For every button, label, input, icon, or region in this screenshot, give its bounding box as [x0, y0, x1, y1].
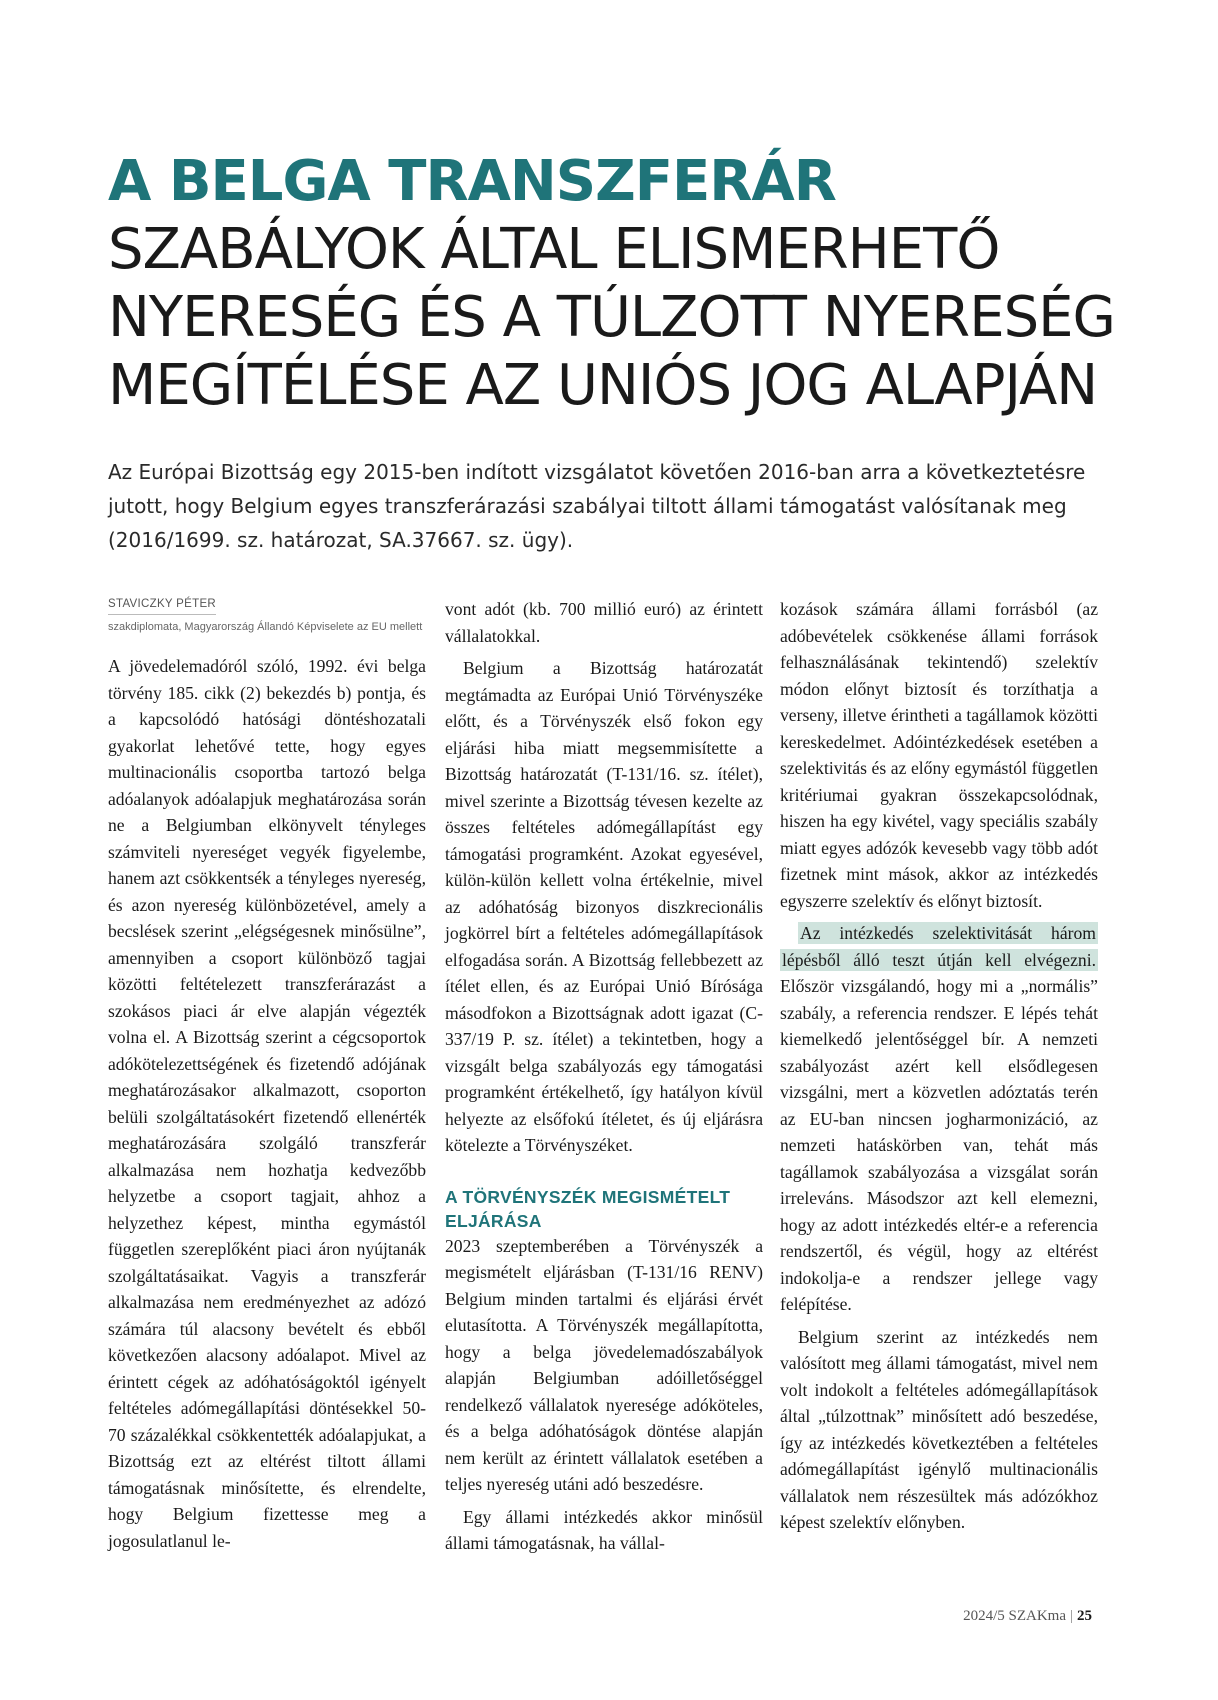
column-2 — [445, 596, 763, 1557]
column-3 — [780, 596, 1098, 1536]
article-lead: Az Európai Bizottság egy 2015-ben indított vizsgálatot követően 2016-ban arra a következtetésre jutott, hogy Belgium egyes transzferárazási szabályai tiltott állami támogatást valósítanak meg (2016/1699. sz. határozat, SA.37667. sz. ügy). — [108, 460, 1086, 552]
paragraph: Egy állami intézkedés akkor minősül állami támogatásnak, ha vállal- — [445, 1506, 763, 1553]
paragraph: vont adót (kb. 700 millió euró) az érintett vállalatokkal. — [445, 599, 763, 646]
paragraph — [780, 920, 1098, 1318]
page-number: 25 — [1077, 1608, 1092, 1624]
paragraph: Belgium a Bizottság határozatát megtámadta az Európai Unió Törvényszéke előtt, és a Törvényszék első fokon egy eljárási hiba miatt megsemmisítette a Bizottság határozatát (T-131/16. sz. ítélet), mivel szerinte a Bizottság tévesen kezelte az összes feltételes adómegállapítást egy támogatási programként. Azokat egyesével, külön-külön kellett volna értékelnie, mivel az adóhatóság bizonyos diszkrecionális jogkörrel bírt a feltételes adómegállapítások elfogadása során. A Bizottság fellebbezett az ítélet ellen, és az Európai Unió Bírósága másodfokon a Bizottságnak adott igazat (C-337/19 P. sz. ítélet) a tekintetben, hogy a vizsgált belga szabályozás egy támogatási programként értékelhető, így hatályon kívül helyezte az elsőfokú ítéletet, és új eljárásra kötelezte a Törvényszéket. — [445, 658, 763, 1155]
footer-divider: | — [1069, 1608, 1073, 1624]
column-1 — [108, 588, 426, 1554]
author-name: STAVICZKY PÉTER — [108, 596, 216, 615]
paragraph-text: Először vizsgálandó, hogy mi a „normális” szabály, a referencia rendszer. E lépés tehát kiemelkedő jelentőséggel bír. A nemzeti szabályozást azért kell elsődlegesen vizsgálni, mert a közvetlen adóztatás terén az EU-ban nincsen jogharmonizáció, az nemzeti hatáskörben van, tehát más tagállamok szabályozása a vizsgálat során irreleváns. Másodszor azt kell elemezni, hogy az adott intézkedés eltér-e a referencia rendszertől, és végül, hogy az eltérést indokolja-e a rendszer jellege vagy felépítése. — [780, 976, 1098, 1314]
page-footer — [963, 1608, 1092, 1625]
paragraph: A jövedelemadóról szóló, 1992. évi belga törvény 185. cikk (2) bekezdés b) pontja, és a kapcsolódó hatósági döntéshozatali gyakorlat lehetővé tette, hogy egyes multinacionális csoportba tartozó belga adóalanyok adóalapjuk meghatározása során ne a Belgiumban elkönyvelt tényleges számviteli nyereséget vegyék figyelembe, hanem azt csökkentsék a tényleges nyereség, és azon nyereség különbözetével, amely a becslések szerint „elégségesnek minősülne”, amennyiben a csoport különböző tagjai közötti feltételezett transzferárazást a szokásos piaci ár elve alapján végezték volna el. A Bizottság szerint a cégcsoportok adókötelezettségének és fizetendő adójának meghatározásakor alkalmazott, csoporton belüli szolgáltatásokért fizetendő ellenérték meghatározására szolgáló transzferár alkalmazása nem hozhatja kedvezőbb helyzetbe a csoport tagjait, ahhoz a helyzethez képest, mintha egymástól független szereplőként piaci áron nyújtanák szolgáltatásaikat. Vagyis a transzferár alkalmazása nem eredményezhet az adózó számára túl alacsony bevételt és ebből következően alacsony adóalapot. Mivel az érintett cégek az adóhatóságoktól igényelt feltételes adómegállapítási döntésekkel 50-70 százalékkal csökkentették adóalapjukat, a Bizottság ezt az eltérést tiltott állami támogatásnak minősítette, és elrendelte, hogy Belgium fizettesse meg a jogosulatlanul le- — [108, 656, 426, 1551]
article-title — [108, 148, 1148, 420]
paragraph: kozások számára állami forrásból (az adóbevételek csökkenése állami források felhasználásának tekintendő) szelektív módon előnyt biztosít és torzíthatja a verseny, illetve érintheti a tagállamok közötti kereskedelmet. Adóintézkedések esetében a szelektivitás és az előny egymástól független kritériumai gyakran összekapcsolódnak, hiszen ha egy kivétel, vagy speciális szabály miatt egyes adózók kevesebb vagy több adót fizetnek mint mások, akkor az intézkedés egyszerre szelektív és előnyt biztosít. — [780, 599, 1098, 911]
title-accent: A BELGA TRANSZFERÁR — [108, 149, 836, 214]
paragraph: Belgium szerint az intézkedés nem valósított meg állami támogatást, mivel nem volt indokolt a feltételes adómegállapítások által „túlzottnak” minősített adó beszedése, így az intézkedés következtében a feltételes adómegállapítást igénylő multinacionális vállalatok nem részesültek más adózókhoz képest szelektív előnyben. — [780, 1326, 1098, 1532]
highlighted-sentence: Az intézkedés szelektivitását három lépésből álló teszt útján kell elvégezni. — [782, 923, 1096, 970]
magazine-name: SZAKma — [1008, 1608, 1066, 1624]
issue-number: 2024/5 — [963, 1608, 1005, 1624]
author-affiliation: szakdiplomata, Magyarország Állandó Képviselete az EU mellett — [108, 621, 423, 633]
section-heading: A TÖRVÉNYSZÉK MEGISMÉTELT ELJÁRÁSA — [445, 1186, 731, 1231]
title-rest: SZABÁLYOK ÁLTAL ELISMERHETŐ NYERESÉG ÉS A TÚLZOTT NYERESÉG MEGÍTÉLÉSE AZ UNIÓS JOG ALAPJÁN — [108, 217, 1115, 418]
paragraph: 2023 szeptemberében a Törvényszék a megismételt eljárásban (T-131/16 RENV) Belgium minden tartalmi és eljárási érvét elutasította. A Törvényszék megállapította, hogy a belga jövedelemadószabályok alapján Belgiumban adóilletőséggel rendelkező vállalatok nyeresége adóköteles, és a belga adóhatóságok döntése alapján nem került az érintett vállalatok esetében a teljes nyereség utáni adó beszedésre. — [445, 1235, 763, 1494]
